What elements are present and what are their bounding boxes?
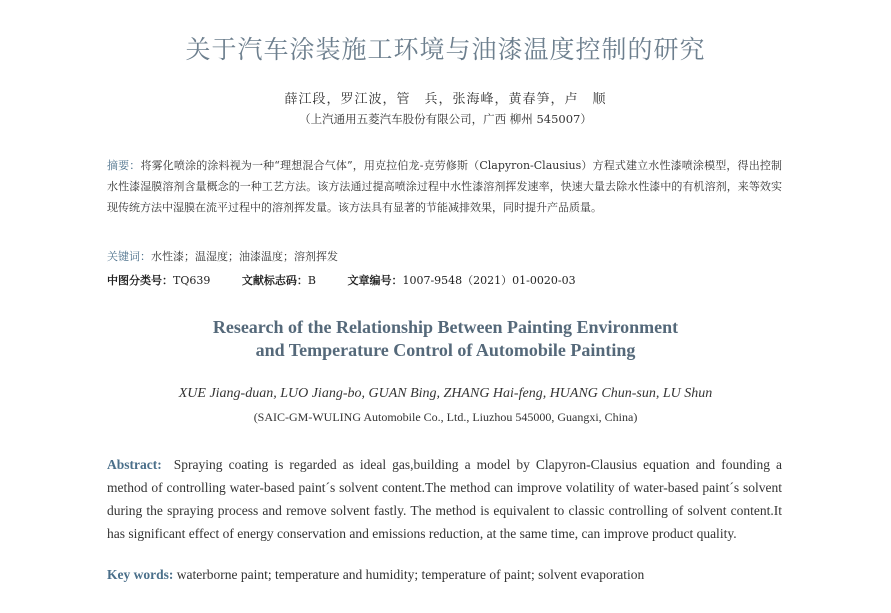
chinese-affiliation: （上汽通用五菱汽车股份有限公司，广西 柳州 545007） (299, 112, 592, 126)
english-title (0, 316, 891, 362)
chinese-abstract-text: 将雾化喷涂的涂料视为一种“理想混合气体”，用克拉伯龙-克劳修斯（Clapyron-Clausius）方程式建立水性漆喷涂模型，得出控制水性漆湿膜溶剂含量概念的一种工艺方法。该方法通过提高喷涂过程中水性漆溶剂挥发速率，快速大量去除水性漆中的有机溶剂，来等效实现传统方法中湿膜在流平过程中的溶剂挥发量。该方法具有显著的节能减排效果，同时提升产品质量。 (107, 159, 782, 214)
article-number (347, 272, 575, 288)
article-number-label: 文章编号： (347, 274, 403, 287)
chinese-title: 关于汽车涂装施工环境与油漆温度控制的研究 (185, 35, 706, 64)
document-code (242, 272, 316, 288)
english-abstract (107, 453, 782, 545)
article-number-value: 1007-9548（2021）01-0020-03 (402, 274, 576, 287)
english-title-line-1: Research of the Relationship Between Painting Environment (212, 317, 679, 337)
english-abstract-text: Spraying coating is regarded as ideal gas,building a model by Clapyron-Clausius equation and founding a method of controlling water-based paint´s solvent content.The method can improve volatility of water-based paint´s solvent during the spraying process and remove solvent fastly. The method is equivalent to classic controlling of solvent content.It has significant effect of energy conservation and emissions reduction, at the same time, can improve product quality. (107, 457, 782, 541)
classification-line (107, 272, 782, 288)
chinese-abstract (107, 155, 782, 218)
chinese-keywords (107, 248, 782, 264)
chinese-keywords-text: 水性漆；温湿度；油漆温度；溶剂挥发 (151, 250, 338, 263)
english-abstract-label: Abstract: (107, 457, 162, 472)
english-authors: XUE Jiang-duan, LUO Jiang-bo, GUAN Bing, ZHANG Hai-feng, HUANG Chun-sun, LU Shun (178, 386, 713, 401)
english-keywords (107, 567, 782, 583)
english-keywords-label: Key words: (107, 567, 174, 582)
clc-label: 中图分类号： (107, 274, 173, 287)
clc-number (107, 272, 210, 288)
chinese-abstract-label: 摘要： (107, 159, 141, 172)
chinese-authors: 薛江段，罗江波，管 兵，张海峰，黄春笋，卢 顺 (284, 92, 607, 107)
english-affiliation: (SAIC-GM-WULING Automobile Co., Ltd., Liuzhou 545000, Guangxi, China) (253, 410, 638, 424)
english-keywords-text: waterborne paint; temperature and humidity; temperature of paint; solvent evaporation (176, 567, 645, 582)
document-code-value: B (307, 274, 316, 287)
english-title-line-2: and Temperature Control of Automobile Painting (255, 340, 636, 360)
clc-value: TQ639 (173, 274, 211, 287)
document-code-label: 文献标志码： (241, 274, 308, 287)
chinese-keywords-label: 关键词： (107, 250, 151, 263)
